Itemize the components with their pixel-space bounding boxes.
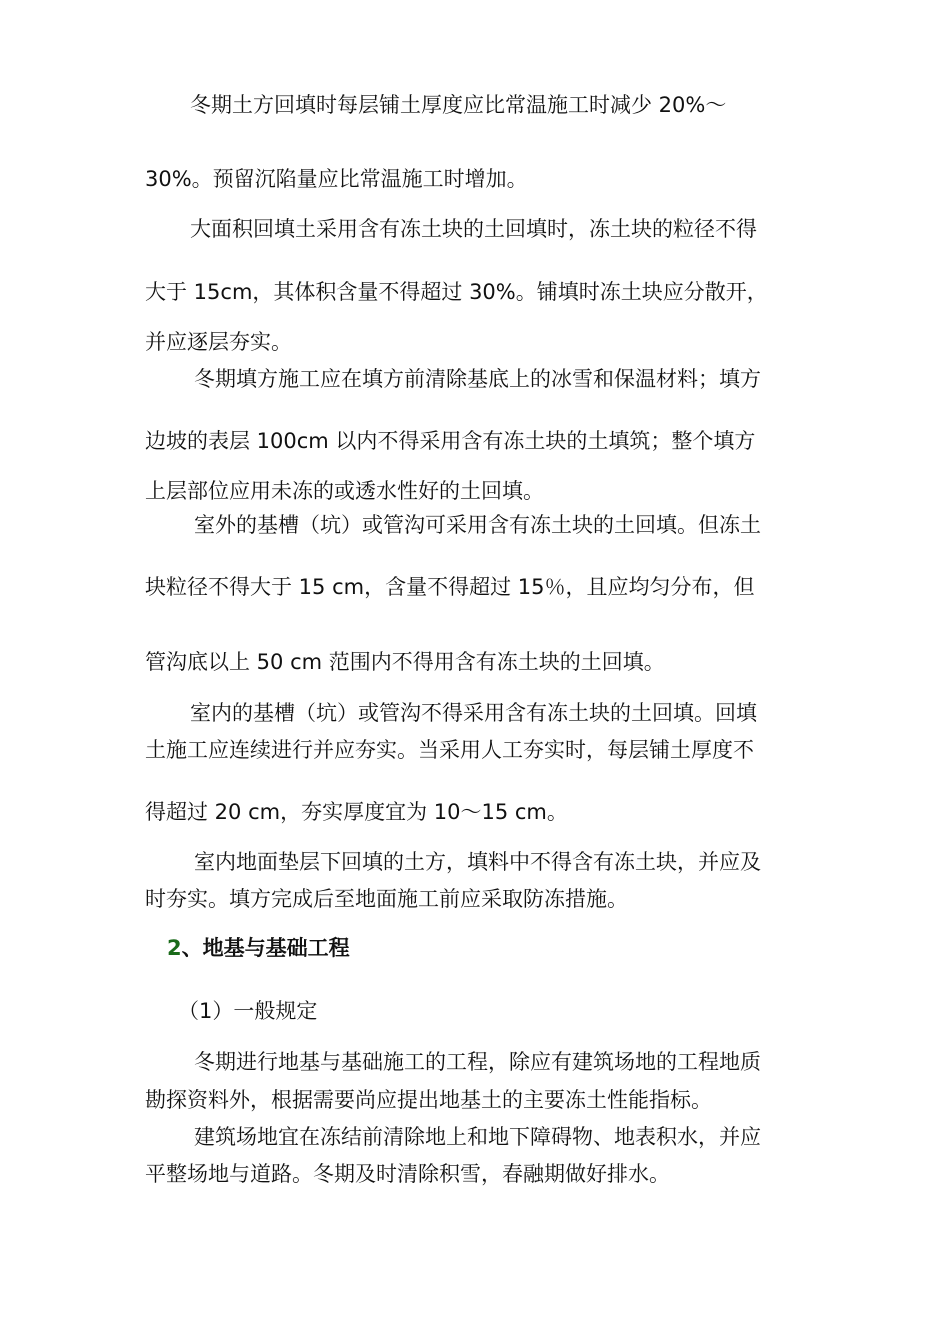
paragraph-7-line-2: 勘探资料外，根据需要尚应提出地基土的主要冻土性能指标。 [145,1088,712,1112]
paragraph-1-line-1: 冬期土方回填时每层铺土厚度应比常温施工时减少 20%～ [190,93,727,117]
paragraph-5-line-1: 室内的基槽（坑）或管沟不得采用含有冻土块的土回填。回填 [190,701,757,725]
paragraph-4-line-3: 管沟底以上 50 cm 范围内不得用含有冻土块的土回填。 [145,650,665,674]
paragraph-1-line-2: 30%。预留沉陷量应比常温施工时增加。 [145,167,528,191]
paragraph-2-line-2: 大于 15cm，其体积含量不得超过 30%。铺填时冻土块应分散开， [145,280,768,304]
section-heading [167,935,350,961]
paragraph-5-line-2: 土施工应连续进行并应夯实。当采用人工夯实时，每层铺土厚度不 [145,738,754,762]
paragraph-3-line-2: 边坡的表层 100cm 以内不得采用含有冻土块的土填筑；整个填方 [145,429,756,453]
paragraph-2-line-3: 并应逐层夯实。 [145,330,292,354]
paragraph-6-line-2: 时夯实。填方完成后至地面施工前应采取防冻措施。 [145,887,628,911]
section-number: 2 [167,936,182,960]
paragraph-2-line-1: 大面积回填土采用含有冻土块的土回填时，冻土块的粒径不得 [190,217,757,241]
paragraph-4-line-2: 块粒径不得大于 15 cm，含量不得超过 15％，且应均匀分布，但 [145,575,755,599]
subsection-heading: （1）一般规定 [178,999,318,1023]
paragraph-6-line-1: 室内地面垫层下回填的土方，填料中不得含有冻土块，并应及 [194,850,761,874]
paragraph-8-line-2: 平整场地与道路。冬期及时清除积雪，春融期做好排水。 [145,1162,670,1186]
section-title: 、地基与基础工程 [181,936,350,960]
paragraph-3-line-3: 上层部位应用未冻的或透水性好的土回填。 [145,479,544,503]
paragraph-5-line-3: 得超过 20 cm，夯实厚度宜为 10～15 cm。 [145,800,568,824]
paragraph-7-line-1: 冬期进行地基与基础施工的工程，除应有建筑场地的工程地质 [194,1050,761,1074]
paragraph-3-line-1: 冬期填方施工应在填方前清除基底上的冰雪和保温材料；填方 [194,367,761,391]
paragraph-8-line-1: 建筑场地宜在冻结前清除地上和地下障碍物、地表积水，并应 [194,1125,761,1149]
paragraph-4-line-1: 室外的基槽（坑）或管沟可采用含有冻土块的土回填。但冻土 [194,513,761,537]
